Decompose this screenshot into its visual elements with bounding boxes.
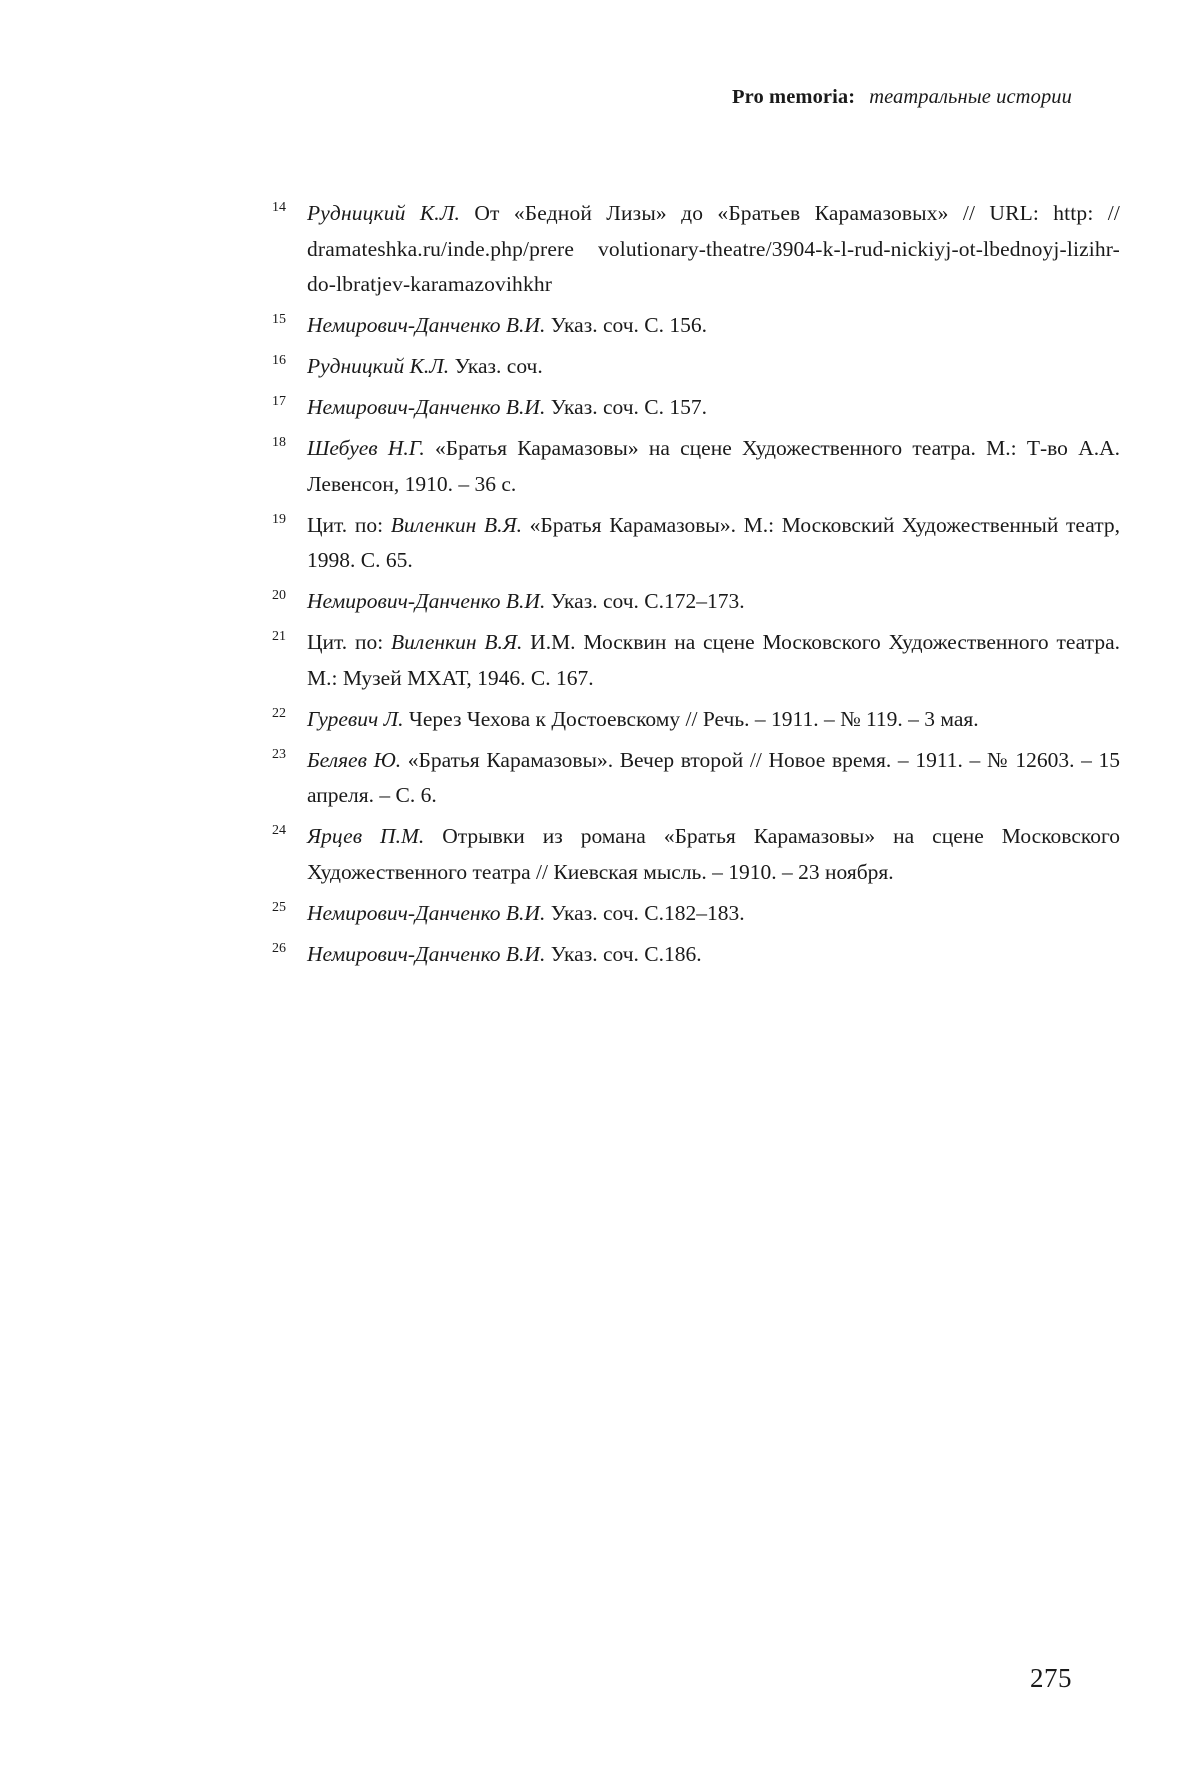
endnote-marker: 22 xyxy=(272,705,286,721)
endnote-body: От «Бедной Лизы» до «Братьев Карамазовых» // URL: http: // dramateshka.ru/inde.php/prere volutionary-theatre/3904-k-l-rud-nickiyj-ot-lbednoyj-lizihr-do-lbratjev-karamazovihkhr xyxy=(307,201,1120,296)
endnote-prefix: Цит. по: xyxy=(307,630,392,654)
endnote-marker: 23 xyxy=(272,746,286,762)
endnote-item xyxy=(272,625,1120,696)
endnote-author: Виленкин В.Я. xyxy=(391,630,523,654)
endnote-body: Отрывки из романа «Братья Карамазовы» на сцене Московского Художественного театра // Киевская мысль. – 1910. – 23 ноября. xyxy=(307,824,1121,884)
endnote-body: И.М. Москвин на сцене Московского Художественного театра. М.: Музей МХАТ, 1946. С. 167. xyxy=(307,630,1120,690)
endnote-prefix: Цит. по: xyxy=(307,512,391,537)
endnote-body: «Братья Карамазовы». Вечер второй // Новое время. – 1911. – № 12603. – 15 апреля. – С. 6. xyxy=(307,747,1120,807)
endnote-body: «Братья Карамазовы». М.: Московский Художественный театр, 1998. С. 65. xyxy=(307,512,1120,572)
endnote-text xyxy=(307,508,1120,579)
endnote-text xyxy=(307,625,1120,696)
endnote-text xyxy=(307,702,1120,738)
endnote-body: Через Чехова к Достоевскому // Речь. – 1911. – № 119. – 3 мая. xyxy=(403,706,979,731)
endnote-text xyxy=(307,431,1120,502)
endnote-author: Рудницкий К.Л. xyxy=(307,354,450,378)
endnote-item xyxy=(272,584,1120,620)
endnote-item xyxy=(272,349,1120,385)
endnote-marker: 17 xyxy=(272,394,286,409)
endnote-author: Виленкин В.Я. xyxy=(390,512,522,537)
endnote-text xyxy=(307,349,1120,385)
running-head xyxy=(732,86,1072,109)
endnote-text xyxy=(307,196,1120,303)
endnote-author: Немирович-Данченко В.И. xyxy=(307,395,546,419)
endnote-text xyxy=(307,819,1120,890)
endnote-text xyxy=(307,584,1120,620)
endnote-marker: 14 xyxy=(272,200,286,215)
endnote-text xyxy=(307,743,1120,814)
endnote-item xyxy=(272,819,1120,890)
endnote-text xyxy=(307,896,1120,932)
endnote-author: Ярцев П.М. xyxy=(307,824,425,848)
endnote-item xyxy=(272,702,1120,738)
endnote-marker: 19 xyxy=(272,511,286,527)
endnote-author: Рудницкий К.Л. xyxy=(307,201,461,225)
endnote-marker: 26 xyxy=(272,940,286,956)
endnote-item xyxy=(272,390,1120,426)
endnote-marker: 15 xyxy=(272,312,286,327)
endnote-item xyxy=(272,896,1120,932)
endnote-author: Шебуев Н.Г. xyxy=(307,436,425,460)
endnote-body: «Братья Карамазовы» на сцене Художественного театра. М.: Т-во А.А. Левенсон, 1910. – 36 с. xyxy=(307,436,1120,496)
endnote-body: Указ. соч. С.172–173. xyxy=(545,589,745,613)
endnote-author: Беляев Ю. xyxy=(307,747,402,772)
endnote-body: Указ. соч. С.182–183. xyxy=(545,900,745,925)
endnote-text xyxy=(307,308,1120,344)
endnote-marker: 18 xyxy=(272,435,286,450)
running-head-subtitle: театральные истории xyxy=(869,86,1072,108)
endnote-body: Указ. соч. С. 156. xyxy=(545,313,707,337)
endnote-marker: 24 xyxy=(272,823,286,838)
endnote-author: Немирович-Данченко В.И. xyxy=(307,589,546,613)
endnote-item xyxy=(272,743,1120,814)
endnote-author: Немирович-Данченко В.И. xyxy=(307,313,546,337)
endnote-text xyxy=(307,937,1120,973)
endnote-author: Гуревич Л. xyxy=(307,706,404,731)
endnote-body: Указ. соч. С. 157. xyxy=(545,395,707,419)
endnote-item xyxy=(272,196,1120,303)
endnote-body: Указ. соч. С.186. xyxy=(545,941,702,966)
endnote-item xyxy=(272,431,1120,502)
endnote-marker: 20 xyxy=(272,588,286,603)
endnote-item xyxy=(272,508,1120,579)
endnote-author: Немирович-Данченко В.И. xyxy=(307,941,546,966)
endnote-item xyxy=(272,308,1120,344)
page-number: 275 xyxy=(1030,1663,1072,1693)
endnote-marker: 21 xyxy=(272,629,286,644)
endnote-marker: 25 xyxy=(272,899,286,915)
endnote-text xyxy=(307,390,1120,426)
running-head-title: Pro memoria: xyxy=(732,86,856,108)
endnote-author: Немирович-Данченко В.И. xyxy=(307,900,546,925)
endnote-item xyxy=(272,937,1120,973)
endnotes-list xyxy=(272,196,1120,972)
endnote-body: Указ. соч. xyxy=(449,354,543,378)
endnote-marker: 16 xyxy=(272,353,286,368)
